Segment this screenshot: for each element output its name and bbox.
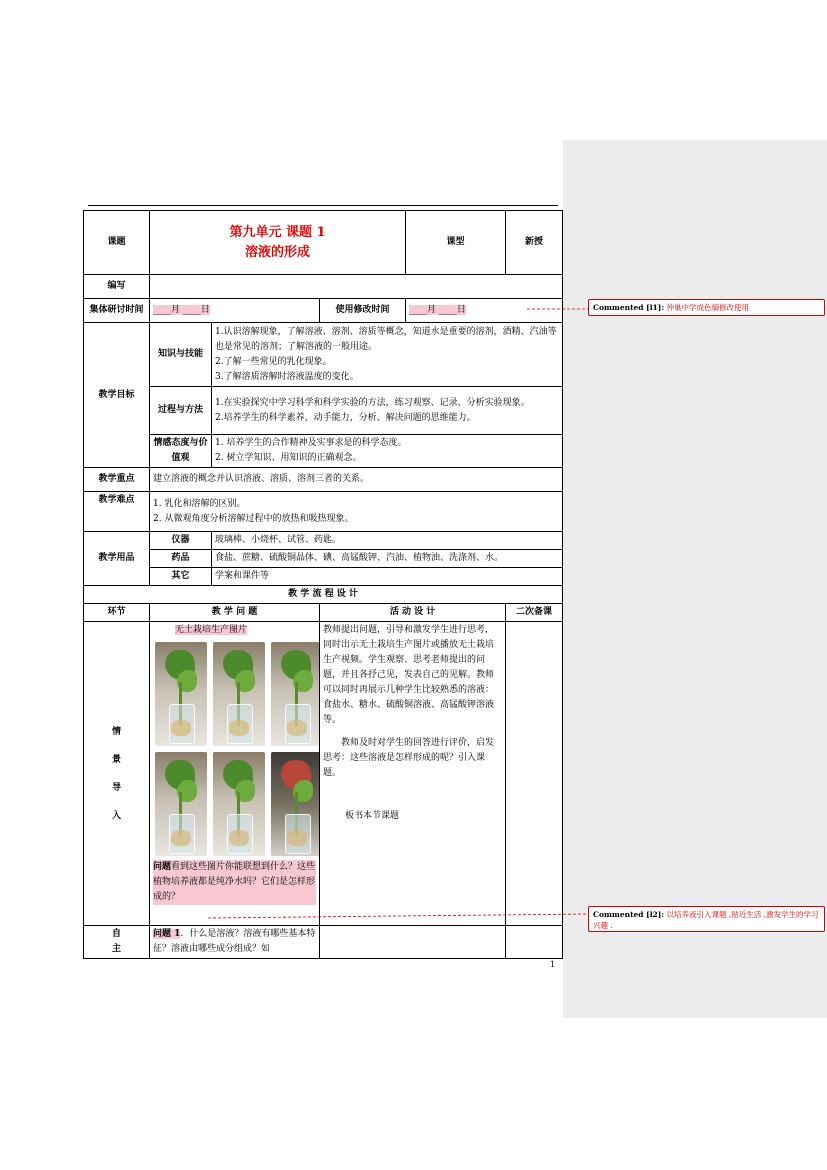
topic-line1: 第九单元 课题 1 xyxy=(229,224,326,240)
comment-markup-pane xyxy=(563,140,827,1018)
plant-photo xyxy=(271,642,320,746)
col-activity: 活 动 设 计 xyxy=(320,604,506,622)
intro-question xyxy=(153,860,316,905)
emotion-content xyxy=(212,435,563,468)
activity-para: 教师及时对学生的回答进行评价，启发思考：这些溶液是怎样形成的呢？引入课题。 xyxy=(323,738,495,778)
intro-second-prep xyxy=(506,622,563,926)
process-label: 过程与方法 xyxy=(150,387,212,435)
difficulty-line: 1. 乳化和溶解的区别。 xyxy=(153,498,246,509)
comment-caption: Commented [l2]: xyxy=(593,910,665,919)
other-value: 学案和课件等 xyxy=(212,568,563,586)
emotion-line: 2. 树立学知识、用知识的正确观念。 xyxy=(215,453,362,463)
knowledge-line: 1.认识溶解现象，了解溶液、溶剂、溶质等概念，知道水是重要的溶剂，酒精、汽油等也是常见的溶剂；了解溶液的一般用途。 xyxy=(215,326,557,352)
stage-char: 自 xyxy=(111,929,121,939)
topic-line2: 溶液的形成 xyxy=(245,244,311,260)
flow-title: 教 学 流 程 设 计 xyxy=(84,586,563,604)
photo-caption: 无土栽培生产图片 xyxy=(175,625,248,635)
supplies-label: 教学用品 xyxy=(84,532,150,586)
plant-photo xyxy=(155,752,207,856)
col-question: 教 学 问 题 xyxy=(150,604,320,622)
knowledge-content xyxy=(212,323,563,387)
emotion-line: 1. 培养学生的合作精神及实事求是的科学态度。 xyxy=(215,438,407,448)
author-value xyxy=(150,275,563,299)
research-time-label: 集体研讨时间 xyxy=(84,299,150,323)
page-number: 1 xyxy=(550,960,556,969)
intro-question-text: 看到这些图片你能联想到什么？这些植物培养液都是纯净水吗？它们是怎样形成的？ xyxy=(153,862,316,902)
self-question-label: 问题 1 xyxy=(153,929,181,939)
self-question-cell xyxy=(150,926,320,959)
author-label: 编写 xyxy=(84,275,150,299)
knowledge-label: 知识与技能 xyxy=(150,323,212,387)
comment-text: 仲巢中学成色熵修改使用 xyxy=(666,303,749,312)
self-question-text: ．什么是溶液？溶液有哪些基本特征？溶液由哪些成分组成？如 xyxy=(153,929,316,954)
instruments-value: 玻璃棒、小烧杯、试管、药匙。 xyxy=(212,532,563,550)
plant-photo xyxy=(155,642,207,746)
knowledge-line: 2.了解一些常见的乳化现象。 xyxy=(215,356,332,367)
comment-1[interactable] xyxy=(588,299,825,316)
process-content xyxy=(212,387,563,435)
modify-time-text: ____月 ____日 xyxy=(409,305,466,315)
key-label: 教学重点 xyxy=(84,468,150,492)
stage-char: 景 xyxy=(111,754,121,765)
plant-photo xyxy=(213,752,265,856)
type-value: 新授 xyxy=(506,211,563,275)
process-line: 1.在实验探究中学习科学和科学实验的方法，练习观察、记录、分析实验现象。 xyxy=(215,397,530,408)
activity-board-note: 板书本节课题 xyxy=(345,811,400,821)
intro-question-label: 问题 xyxy=(153,862,172,872)
modify-time-value xyxy=(406,299,563,323)
difficulty-label: 教学难点 xyxy=(84,492,150,532)
comment-2[interactable] xyxy=(588,906,825,932)
drugs-label: 药品 xyxy=(150,550,212,568)
lesson-plan-table xyxy=(83,210,563,959)
type-label: 课型 xyxy=(406,211,506,275)
difficulty-line: 2. 从微观角度分析溶解过程中的放热和吸热现象。 xyxy=(153,513,354,524)
modify-time-label: 使用修改时间 xyxy=(320,299,406,323)
research-time-text: ____月 ____日 xyxy=(153,305,210,315)
header-rule xyxy=(88,205,558,206)
plant-photo xyxy=(213,642,265,746)
knowledge-line: 3.了解溶质溶解时溶液温度的变化。 xyxy=(215,371,359,382)
intro-activity-cell xyxy=(320,622,506,926)
self-second-prep xyxy=(506,926,563,959)
plant-photo xyxy=(271,752,320,856)
stage-self xyxy=(84,926,150,959)
comment-text: 以培养液引入课题 ,贴近生活 ,激发学生的学习兴趣 . xyxy=(593,910,819,930)
comment-caption: Commented [l1]: xyxy=(593,303,665,312)
self-activity-cell xyxy=(320,926,506,959)
stage-char: 主 xyxy=(111,944,121,954)
key-value: 建立溶液的概念并认识溶液、溶质、溶剂三者的关系。 xyxy=(150,468,563,492)
goals-label: 教学目标 xyxy=(84,323,150,468)
stage-intro xyxy=(84,622,150,926)
process-line: 2.培养学生的科学素养，动手能力，分析、解决问题的思维能力。 xyxy=(215,412,476,423)
stage-char: 情 xyxy=(111,726,121,737)
topic-title xyxy=(150,211,406,275)
other-label: 其它 xyxy=(150,568,212,586)
col-stage: 环节 xyxy=(84,604,150,622)
intro-question-cell xyxy=(150,622,320,926)
topic-label: 课题 xyxy=(84,211,150,275)
emotion-label: 情感态度与价值观 xyxy=(150,435,212,468)
activity-para: 教师提出问题，引导和激发学生进行思考，同时出示无土栽培生产图片或播放无土栽培生产视频。学生观察、思考老师提出的问题，并且各抒己见，发表自己的见解。教师可以同时再展示几种学生比较熟悉的溶液：食盐水、糖水、硫酸铜溶液、高锰酸钾溶液等。 xyxy=(323,625,495,725)
stage-char: 导 xyxy=(111,782,121,793)
drugs-value: 食盐、蔗糖、硫酸铜晶体、碘、高锰酸钾、汽油、植物油、洗涤剂、水。 xyxy=(212,550,563,568)
stage-char: 入 xyxy=(111,810,121,821)
instruments-label: 仪器 xyxy=(150,532,212,550)
difficulty-content xyxy=(150,492,563,532)
col-second: 二次备课 xyxy=(506,604,563,622)
research-time-value xyxy=(150,299,320,323)
hydroponics-photos xyxy=(153,638,316,860)
